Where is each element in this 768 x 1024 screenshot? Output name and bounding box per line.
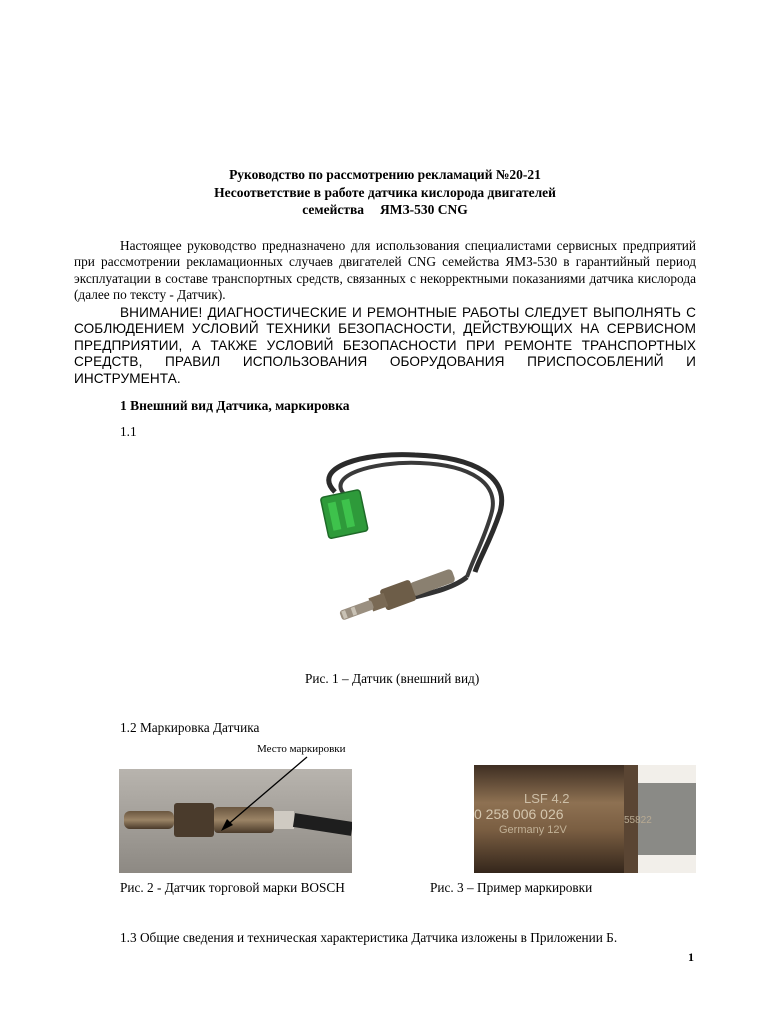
item-1-2-heading: 1.2 Маркировка Датчика — [120, 720, 260, 735]
marking-example-photo — [474, 765, 696, 873]
figure3-caption: Рис. 3 – Пример маркировки — [430, 880, 593, 895]
intro-paragraph: Настоящее руководство предназначено для использования специалистами сервисных предприятий при рассмотрении рекламационных случаев двигателей CNG семейства ЯМЗ-530 в гарантийный период эксплуатации в составе транспортных средств, связанных с некорректными показаниями датчика кислорода (далее по тексту - Датчик). — [74, 238, 696, 302]
item-1-3-text: 1.3 Общие сведения и техническая характеристика Датчика изложены в Приложении Б. — [120, 930, 618, 945]
title-line3-part1: семейства — [302, 202, 365, 217]
figure2-caption: Рис. 2 - Датчик торговой марки BOSCH — [120, 880, 345, 895]
document-title-line3 — [74, 202, 696, 218]
title-line3-part2: ЯМЗ-530 CNG — [380, 202, 468, 217]
figure1-caption: Рис. 1 – Датчик (внешний вид) — [305, 671, 480, 686]
marking-line2: 0 258 006 026 — [474, 806, 564, 822]
marking-code: 55822 — [624, 815, 652, 826]
marking-line3: Germany 12V — [499, 824, 567, 836]
marking-location-label: Место маркировки — [257, 743, 346, 755]
safety-warning: ВНИМАНИЕ! ДИАГНОСТИЧЕСКИЕ И РЕМОНТНЫЕ РАБОТЫ СЛЕДУЕТ ВЫПОЛНЯТЬ С СОБЛЮДЕНИЕМ УСЛОВИЙ ТЕХНИКИ БЕЗОПАСНОСТИ, ДЕЙСТВУЮЩИХ НА СЕРВИСНОМ ПРЕДПРИЯТИИ, А ТАКЖЕ УСЛОВИЙ БЕЗОПАСНОСТИ ПРИ РЕМОНТЕ ТРАНСПОРТНЫХ СРЕДСТВ, ПРАВИЛ ИСПОЛЬЗОВАНИЯ ОБОРУДОВАНИЯ ПРИСПОСОБЛЕНИЙ И ИНСТРУМЕНТА. — [74, 305, 696, 386]
marking-pointer-arrow — [215, 755, 315, 835]
marking-line1: LSF 4.2 — [524, 791, 570, 806]
page-number: 1 — [688, 950, 694, 964]
document-title-line1: Руководство по рассмотрению рекламаций №20-21 — [229, 167, 541, 182]
sensor-photo — [305, 447, 512, 667]
document-title-line2: Несоответствие в работе датчика кислорода двигателей — [214, 185, 556, 200]
section-heading: 1 Внешний вид Датчика, маркировка — [120, 398, 350, 413]
item-number-1-1: 1.1 — [120, 424, 137, 439]
